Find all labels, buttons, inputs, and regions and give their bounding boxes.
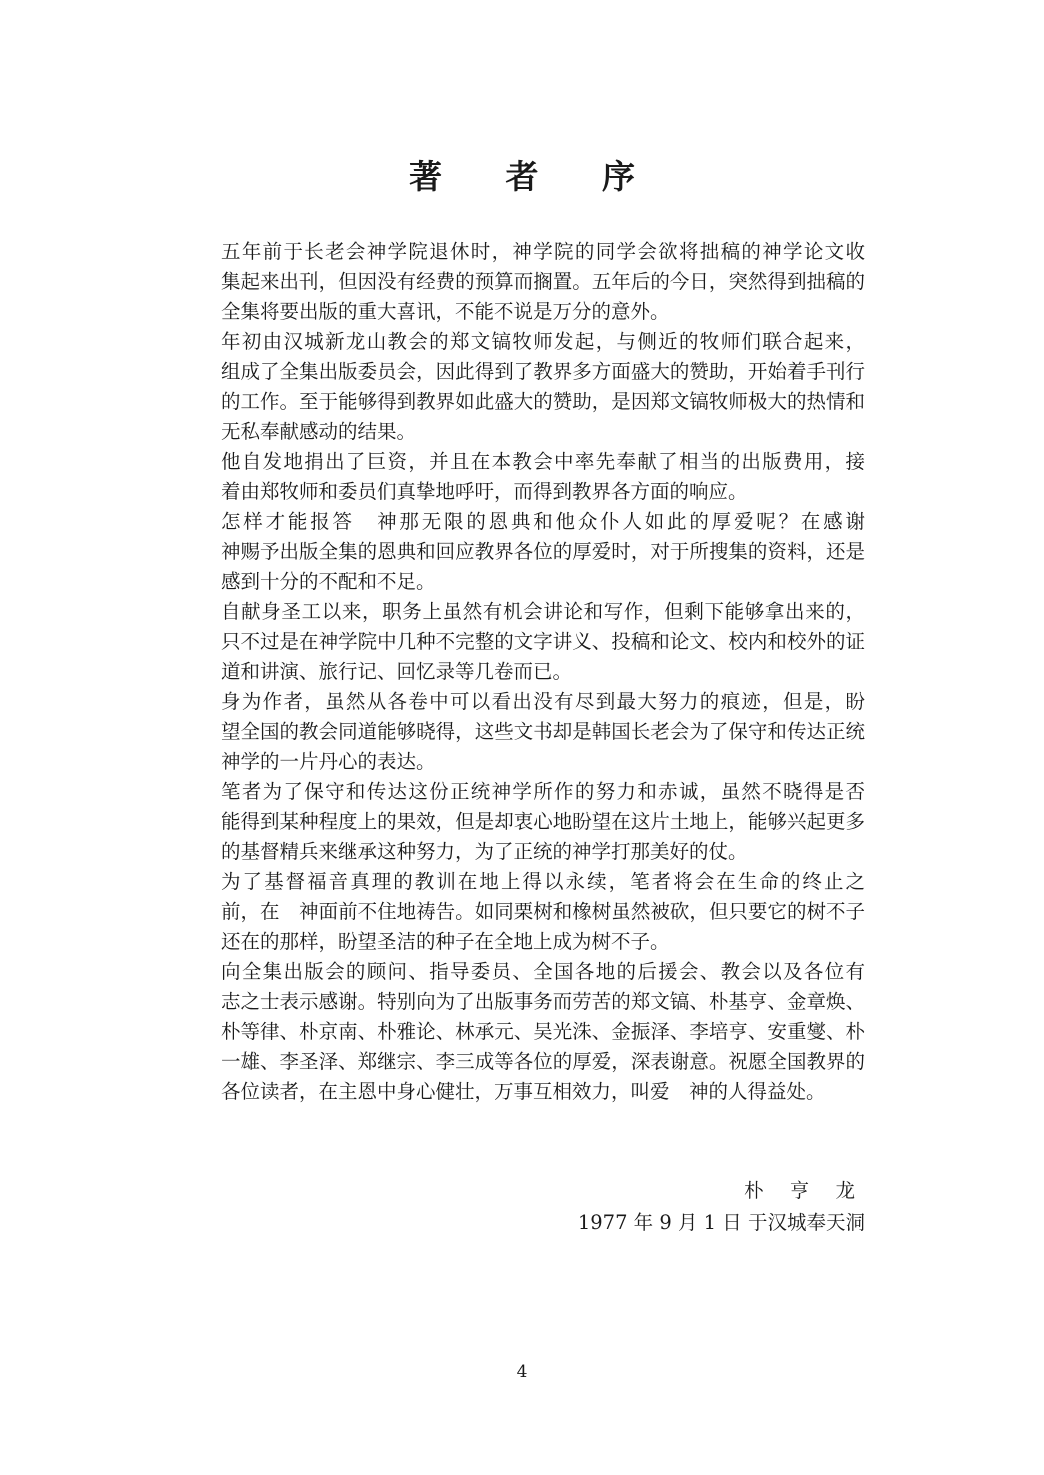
- paragraph-line: 还在的那样，盼望圣洁的种子在全地上成为树不子。: [221, 930, 670, 953]
- paragraph: [181, 447, 865, 507]
- paragraph-line: 向全集出版会的顾问、指导委员、全国各地的后援会、教会以及各位有: [221, 960, 865, 983]
- paragraph-line: 感到十分的不配和不足。: [221, 570, 436, 593]
- paragraph-line: 的工作。至于能够得到教界如此盛大的赞助，是因郑文镐牧师极大的热情和: [221, 390, 865, 413]
- paragraph: [181, 957, 865, 1107]
- paragraph-line: 无私奉献感动的结果。: [221, 420, 417, 443]
- paragraph-line: 道和讲演、旅行记、回忆录等几卷而已。: [221, 660, 573, 683]
- paragraph-line: 朴等律、朴京南、朴雅论、林承元、吴光洙、金振泽、李培亨、安重燮、朴: [221, 1020, 865, 1043]
- author-signature: [500, 1176, 865, 1206]
- page-title: 著 者 序: [409, 157, 661, 196]
- paragraph: [181, 597, 865, 687]
- signature-date: 1977 年 9 月 1 日 于汉城奉天洞: [577, 1211, 865, 1234]
- paragraph-line: 神学的一片丹心的表达。: [221, 750, 436, 773]
- paragraph-line: 他自发地捐出了巨资，并且在本教会中率先奉献了相当的出版费用，接: [221, 450, 865, 473]
- paragraph: [181, 867, 865, 957]
- paragraph-line: 为了基督福音真理的教训在地上得以永续，笔者将会在生命的终止之: [221, 870, 865, 893]
- paragraph-line: 一雄、李圣泽、郑继宗、李三成等各位的厚爱，深表谢意。祝愿全国教界的: [221, 1050, 865, 1073]
- paragraph: [181, 327, 865, 447]
- paragraph-line: 前，在 神面前不住地祷告。如同栗树和橡树虽然被砍，但只要它的树不子: [221, 900, 865, 923]
- paragraph-line: 组成了全集出版委员会，因此得到了教界多方面盛大的赞助，开始着手刊行: [221, 360, 865, 383]
- paragraph-line: 五年前于长老会神学院退休时，神学院的同学会欲将拙稿的神学论文收: [221, 240, 865, 263]
- paragraph-line: 着由郑牧师和委员们真挚地呼吁，而得到教界各方面的响应。: [221, 480, 748, 503]
- paragraph-line: 全集将要出版的重大喜讯，不能不说是万分的意外。: [221, 300, 670, 323]
- paragraph-line: 只不过是在神学院中几种不完整的文字讲义、投稿和论文、校内和校外的证: [221, 630, 865, 653]
- paragraph: [181, 507, 865, 597]
- paragraph: [181, 777, 865, 867]
- paragraph-line: 自献身圣工以来，职务上虽然有机会讲论和写作，但剩下能够拿出来的，: [221, 600, 865, 623]
- paragraph-line: 的基督精兵来继承这种努力，为了正统的神学打那美好的仗。: [221, 840, 748, 863]
- paragraph-line: 神赐予出版全集的恩典和回应教界各位的厚爱时，对于所搜集的资料，还是: [221, 540, 865, 563]
- paragraph-line: 集起来出刊，但因没有经费的预算而搁置。五年后的今日，突然得到拙稿的: [221, 270, 865, 293]
- page-number: 4: [516, 1362, 528, 1382]
- paragraph: [181, 687, 865, 777]
- paragraph-line: 能得到某种程度上的果效，但是却衷心地盼望在这片土地上，能够兴起更多: [221, 810, 865, 833]
- paragraph-line: 年初由汉城新龙山教会的郑文镐牧师发起，与侧近的牧师们联合起来，: [221, 330, 865, 353]
- paragraph-line: 望全国的教会同道能够晓得，这些文书却是韩国长老会为了保守和传达正统: [221, 720, 865, 743]
- paragraph: [181, 237, 865, 327]
- paragraph-line: 志之士表示感谢。特别向为了出版事务而劳苦的郑文镐、朴基亨、金章焕、: [221, 990, 865, 1013]
- preface-body: [181, 237, 865, 1107]
- paragraph-line: 怎样才能报答 神那无限的恩典和他众仆人如此的厚爱呢？在感谢: [221, 510, 865, 533]
- paragraph-line: 笔者为了保守和传达这份正统神学所作的努力和赤诚，虽然不晓得是否: [221, 780, 865, 803]
- paragraph-line: 身为作者，虽然从各卷中可以看出没有尽到最大努力的痕迹，但是，盼: [221, 690, 865, 713]
- author-name: 朴 亨 龙: [744, 1179, 865, 1202]
- paragraph-line: 各位读者，在主恩中身心健壮，万事互相效力，叫爱 神的人得益处。: [221, 1080, 826, 1103]
